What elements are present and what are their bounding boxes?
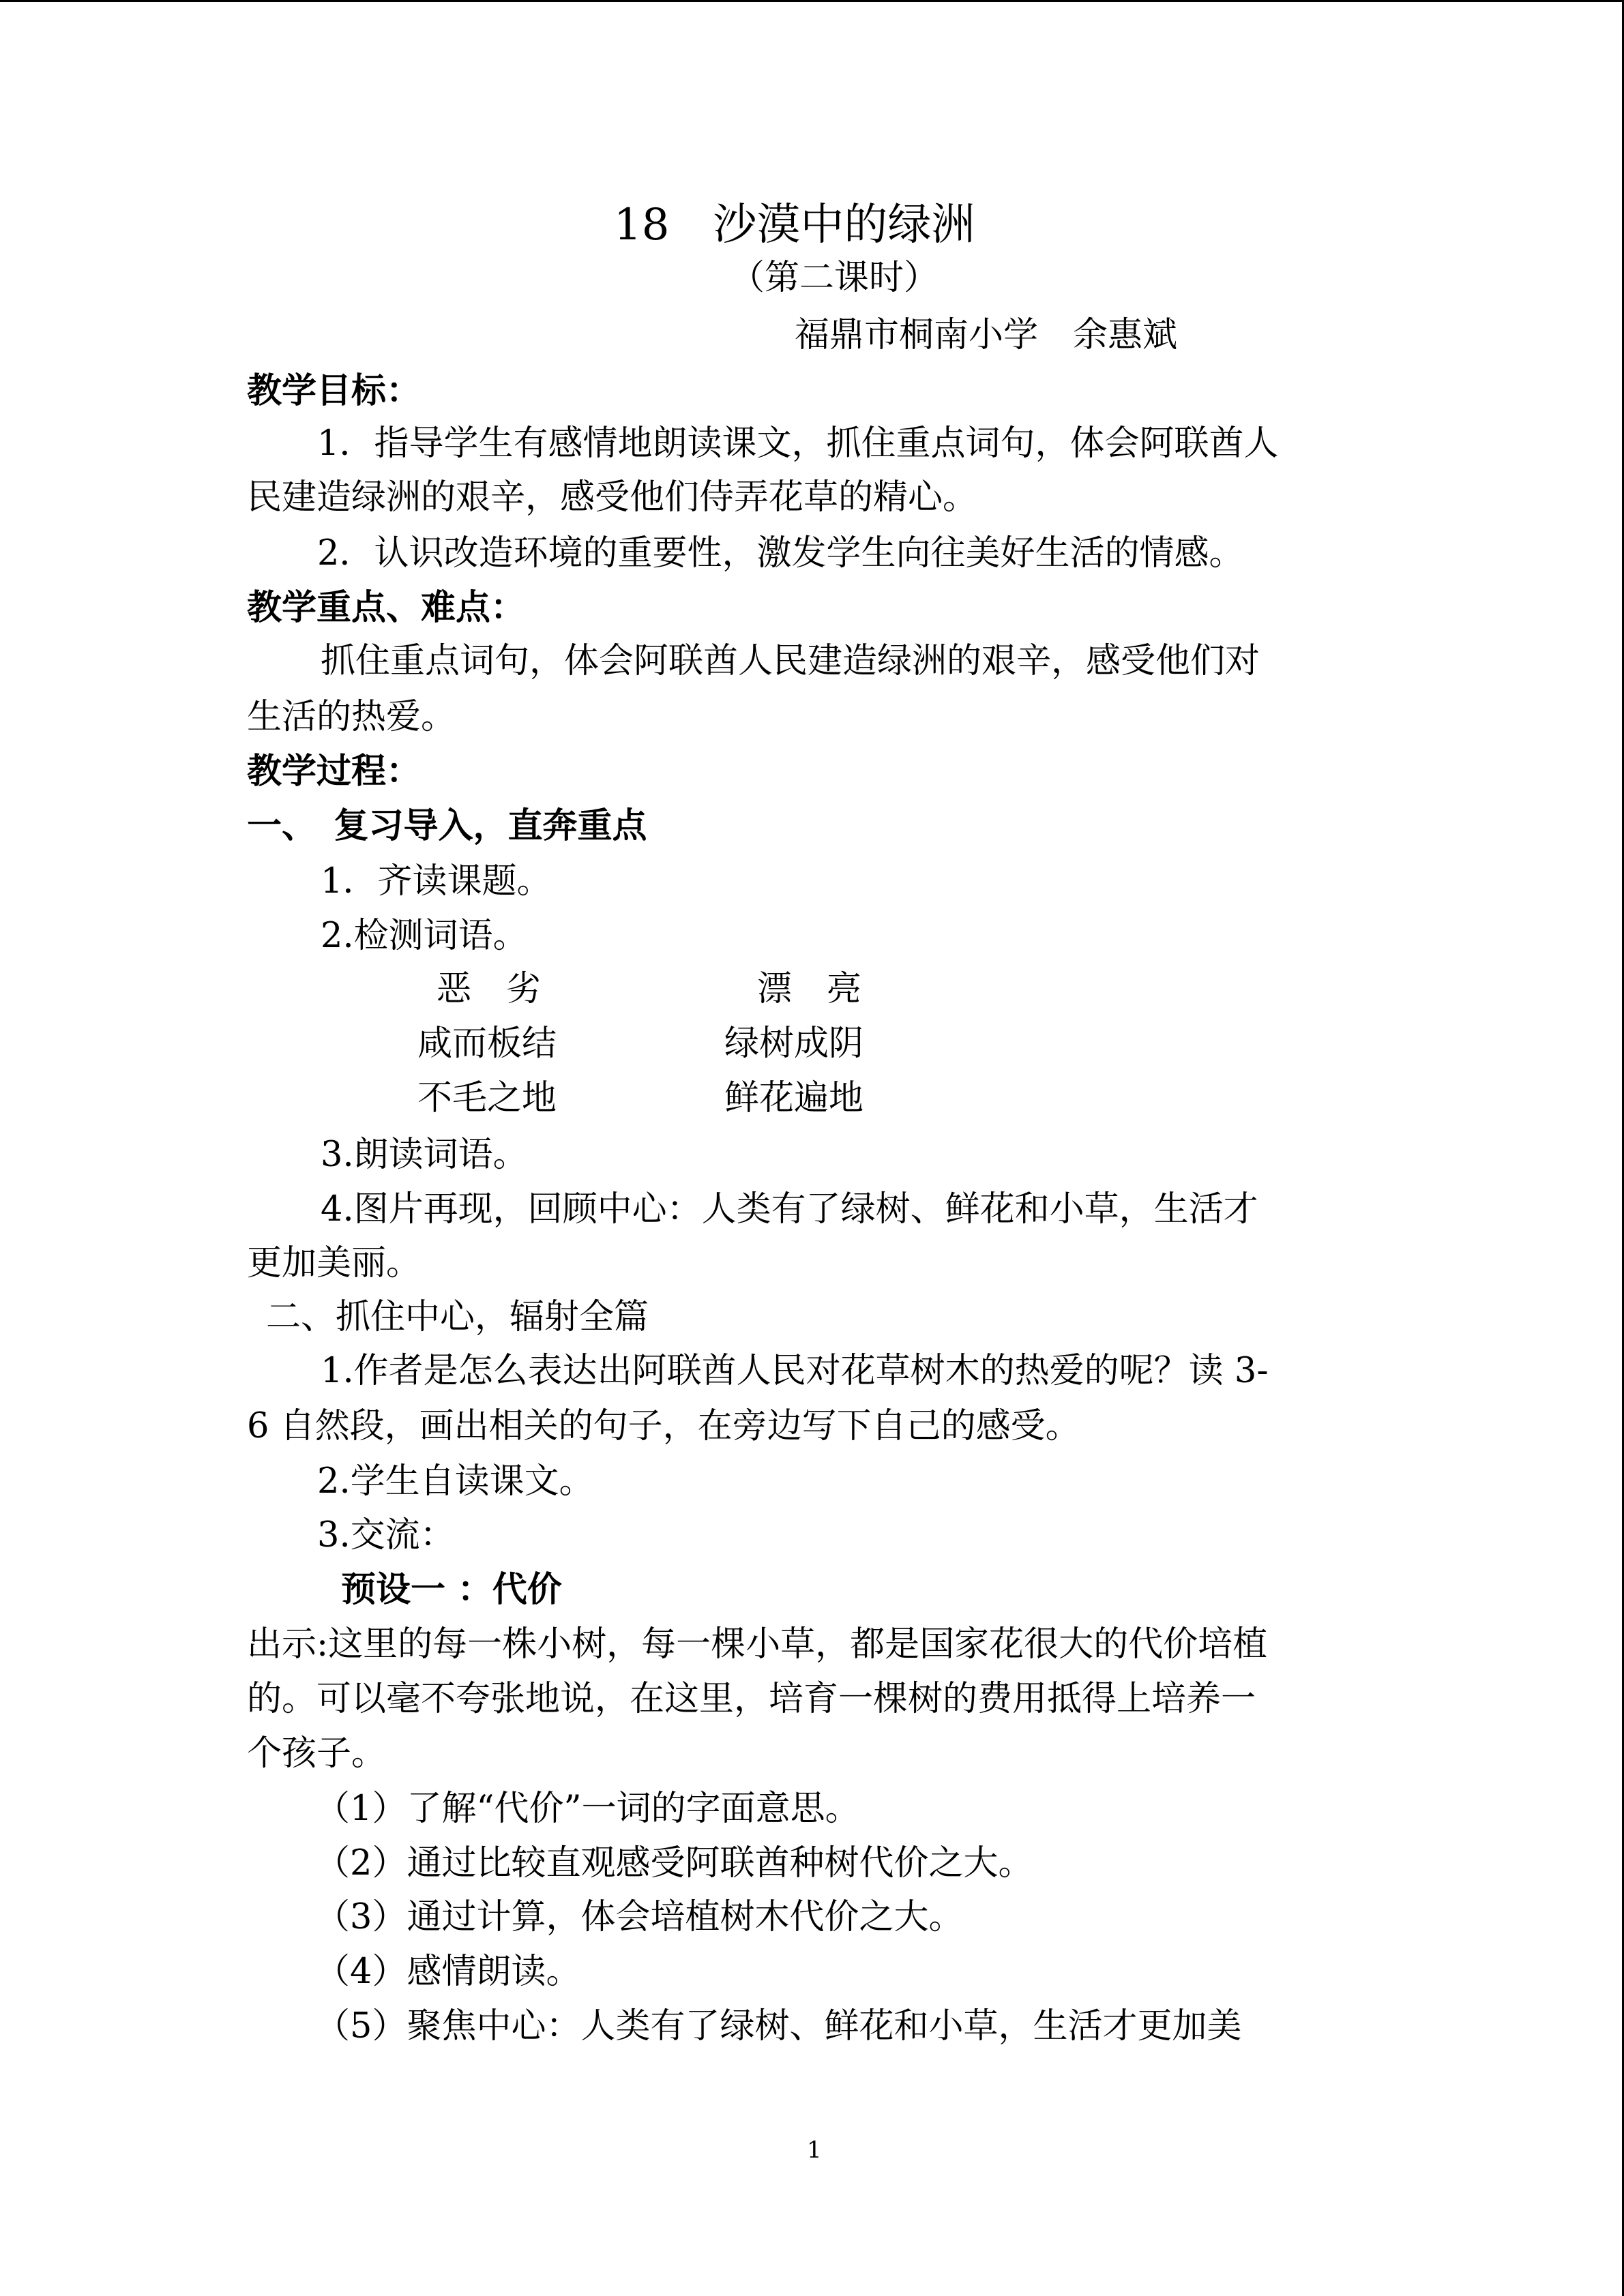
s1-item2: 2.检测词语。	[321, 916, 528, 956]
s1-item4-line2: 更加美丽。	[247, 1243, 422, 1283]
word-r2-left: 咸而板结	[417, 1024, 557, 1064]
preset-step-5: （5）聚焦中心：人类有了绿树、鲜花和小草，生活才更加美	[315, 2006, 1242, 2046]
preset-1-heading: 预设一 ：代价	[341, 1570, 562, 1610]
s1-item3: 3.朗读词语。	[321, 1135, 528, 1175]
word-r3-right: 鲜花遍地	[724, 1078, 864, 1118]
quote-line3: 个孩子。	[247, 1733, 387, 1774]
document-author: 福鼎市桐南小学 余惠斌	[795, 315, 1178, 355]
s1-item1: 1．齐读课题。	[321, 861, 552, 901]
document-title: 18 沙漠中的绿洲	[614, 200, 975, 250]
quote-line2: 的。可以毫不夸张地说，在这里，培育一棵树的费用抵得上培养一	[247, 1679, 1256, 1719]
preset-step-3: （3）通过计算，体会培植树木代价之大。	[315, 1897, 964, 1937]
word-r2-right: 绿树成阴	[724, 1024, 864, 1064]
quote-line1: 出示:这里的每一株小树，每一棵小草，都是国家花很大的代价培植	[247, 1624, 1268, 1665]
s2-item2: 2.学生自读课文。	[317, 1461, 594, 1502]
document-subtitle: （第二课时）	[730, 258, 939, 298]
section-2-heading: 二、抓住中心，辐射全篇	[266, 1297, 649, 1337]
page-number: 1	[807, 2136, 822, 2164]
goal-2: 2．认识改造环境的重要性，激发学生向往美好生活的情感。	[317, 533, 1244, 573]
keypoints-heading: 教学重点、难点：	[247, 588, 526, 628]
goal-1-line1: 1．指导学生有感情地朗读课文，抓住重点词句，体会阿联酋人	[317, 423, 1279, 464]
word-r1-left: 恶 劣	[437, 969, 542, 1009]
preset-step-1: （1）了解“代价”一词的字面意思。	[315, 1789, 860, 1829]
goal-1-line2: 民建造绿洲的艰辛，感受他们侍弄花草的精心。	[247, 477, 978, 518]
word-r3-left: 不毛之地	[417, 1078, 557, 1118]
keypoints-line1: 抓住重点词句，体会阿联酋人民建造绿洲的艰辛，感受他们对	[321, 641, 1260, 681]
s2-item1-line2: 6 自然段，画出相关的句子，在旁边写下自己的感受。	[247, 1406, 1080, 1446]
section-1-heading: 一、 复习导入，直奔重点	[247, 806, 647, 846]
process-heading: 教学过程：	[247, 751, 422, 792]
preset-step-2: （2）通过比较直观感受阿联酋种树代价之大。	[315, 1843, 1033, 1883]
s2-item1-line1: 1.作者是怎么表达出阿联酋人民对花草树木的热爱的呢？读 3-	[321, 1351, 1269, 1391]
preset-step-4: （4）感情朗读。	[315, 1952, 581, 1992]
keypoints-line2: 生活的热爱。	[247, 697, 456, 737]
s2-item3: 3.交流：	[317, 1515, 455, 1555]
goals-heading: 教学目标：	[247, 371, 422, 411]
s1-item4-line1: 4.图片再现，回顾中心：人类有了绿树、鲜花和小草，生活才	[321, 1189, 1258, 1229]
page-border-top	[0, 0, 1624, 2]
word-r1-right: 漂 亮	[757, 969, 862, 1009]
